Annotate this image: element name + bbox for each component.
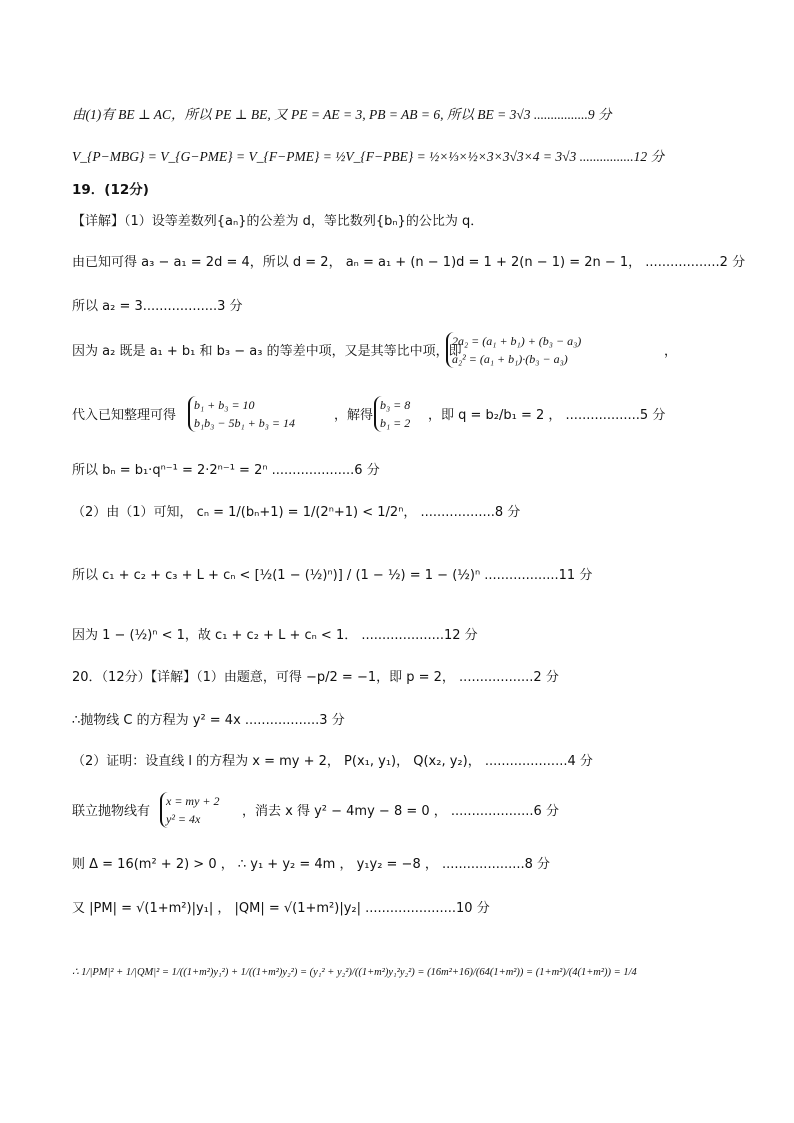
line-be-perp [72, 106, 734, 124]
line-detail-1 [72, 212, 734, 231]
text-distances: 又 |PM| = √(1+m²)|y₁| ， |QM| = √(1+m²)|y₂| ......................10 分 [72, 901, 490, 916]
line-distances [72, 899, 734, 918]
text-line-7: 因为 a₂ 既是 a₁ + b₁ 和 b₃ − a₃ 的等差中项，又是其等比中项，即 [72, 344, 462, 359]
text-line-cn: （2）由（1）可知， cₙ = 1/(bₙ+1) = 1/(2ⁿ+1) < 1/2ⁿ， ..................8 分 [72, 505, 521, 520]
text-line-8: 代入已知整理可得 [72, 408, 177, 423]
line-mean [72, 332, 734, 372]
line-solve [72, 396, 734, 436]
text-proof: （2）证明：设直线 l 的方程为 x = my + 2， P(x₁, y₁)， Q(x₂, y₂)， ....................4 分 [72, 754, 593, 769]
text-line-2: V_{P−MBG} = V_{G−PME} = V_{F−PME} = ½V_{F−PBE} = ½×⅓×½×3×3√3×4 = 3√3 ................12 分 [72, 149, 664, 164]
eq-b3: b₃ = 8 [380, 398, 411, 412]
line-a2 [72, 297, 734, 316]
text-line-sum: 所以 c₁ + c₂ + c₃ + L + cₙ < [½(1 − (½)ⁿ)] / (1 − ½) = 1 − (½)ⁿ ..................11 分 [72, 568, 593, 583]
eq-b-sum: b₁ + b₃ = 10 [194, 398, 255, 412]
eq-product: a₂² = (a₁ + b₁)·(b₃ − a₃) [452, 352, 568, 366]
eq-sum: 2a₂ = (a₁ + b₁) + (b₃ − a₃) [452, 334, 582, 348]
heading-19 [72, 181, 734, 199]
text-parabola: ∴抛物线 C 的方程为 y² = 4x ..................3 分 [72, 713, 345, 728]
text-final: ∴ 1/|PM|² + 1/|QM|² = 1/((1+m²)y₁²) + 1/((1+m²)y₂²) = (y₁² + y₂²)/((1+m²)y₁²y₂²) = (16m²+16)/(64(1+m²)) = (1+m²)/(4(1+m²)) = 1/4 [72, 967, 637, 978]
eq-b-prod: b₁b₃ − 5b₁ + b₃ = 14 [194, 416, 295, 430]
text-line-4: 【详解】（1）设等差数列{aₙ}的公差为 d，等比数列{bₙ}的公比为 q． [72, 214, 484, 229]
text-heading-20: 20．（12分）【详解】（1）由题意，可得 −p/2 = −1，即 p = 2， ..................2 分 [72, 670, 559, 685]
line-proof [72, 752, 734, 771]
line-bn [72, 461, 734, 480]
text-line-5: 由已知可得 a₃ − a₁ = 2d = 4，所以 d = 2， aₙ = a₁ + (n − 1)d = 1 + 2(n − 1) = 2n − 1， ..................2 分 [72, 255, 746, 270]
system-parabola [160, 792, 220, 828]
system-b [188, 396, 295, 432]
text-line-ineq: 因为 1 − (½)ⁿ < 1，故 c₁ + c₂ + L + cₙ < 1． ....................12 分 [72, 628, 478, 643]
line-parabola [72, 711, 734, 730]
comma: ， [664, 344, 678, 359]
text-combine: 联立抛物线有 [72, 804, 151, 819]
line-sum [72, 566, 734, 585]
line-delta [72, 855, 734, 874]
text-solve: ，解得 [334, 408, 374, 423]
text-line-bn: 所以 bₙ = b₁·qⁿ⁻¹ = 2·2ⁿ⁻¹ = 2ⁿ ....................6 分 [72, 463, 380, 478]
system-mean [446, 332, 581, 368]
eq-b1: b₁ = 2 [380, 416, 411, 430]
heading-20 [72, 668, 734, 687]
text-eliminate: ，消去 x 得 y² − 4my − 8 = 0 ， ....................6 分 [242, 804, 559, 819]
line-combine [72, 792, 734, 832]
eq-line: x = my + 2 [166, 794, 220, 808]
line-ineq [72, 626, 734, 645]
text-q: ，即 q = b₂/b₁ = 2 ， ..................5 分 [428, 408, 666, 423]
line-final [72, 963, 734, 982]
text-heading-19: 19．(12分) [72, 182, 149, 198]
line-d [72, 253, 746, 272]
text-delta: 则 Δ = 16(m² + 2) > 0 ， ∴ y₁ + y₂ = 4m ， y₁y₂ = −8 ， ....................8 分 [72, 857, 551, 872]
text-line-1: 由(1)有 BE ⊥ AC，所以 PE ⊥ BE, 又 PE = AE = 3, PB = AB = 6, 所以 BE = 3√3 ................9 分 [72, 107, 612, 122]
eq-parabola: y² = 4x [166, 812, 201, 826]
text-line-6: 所以 a₂ = 3..................3 分 [72, 299, 243, 314]
line-cn [72, 503, 734, 522]
line-volume [72, 148, 734, 166]
system-b-result [374, 396, 410, 432]
